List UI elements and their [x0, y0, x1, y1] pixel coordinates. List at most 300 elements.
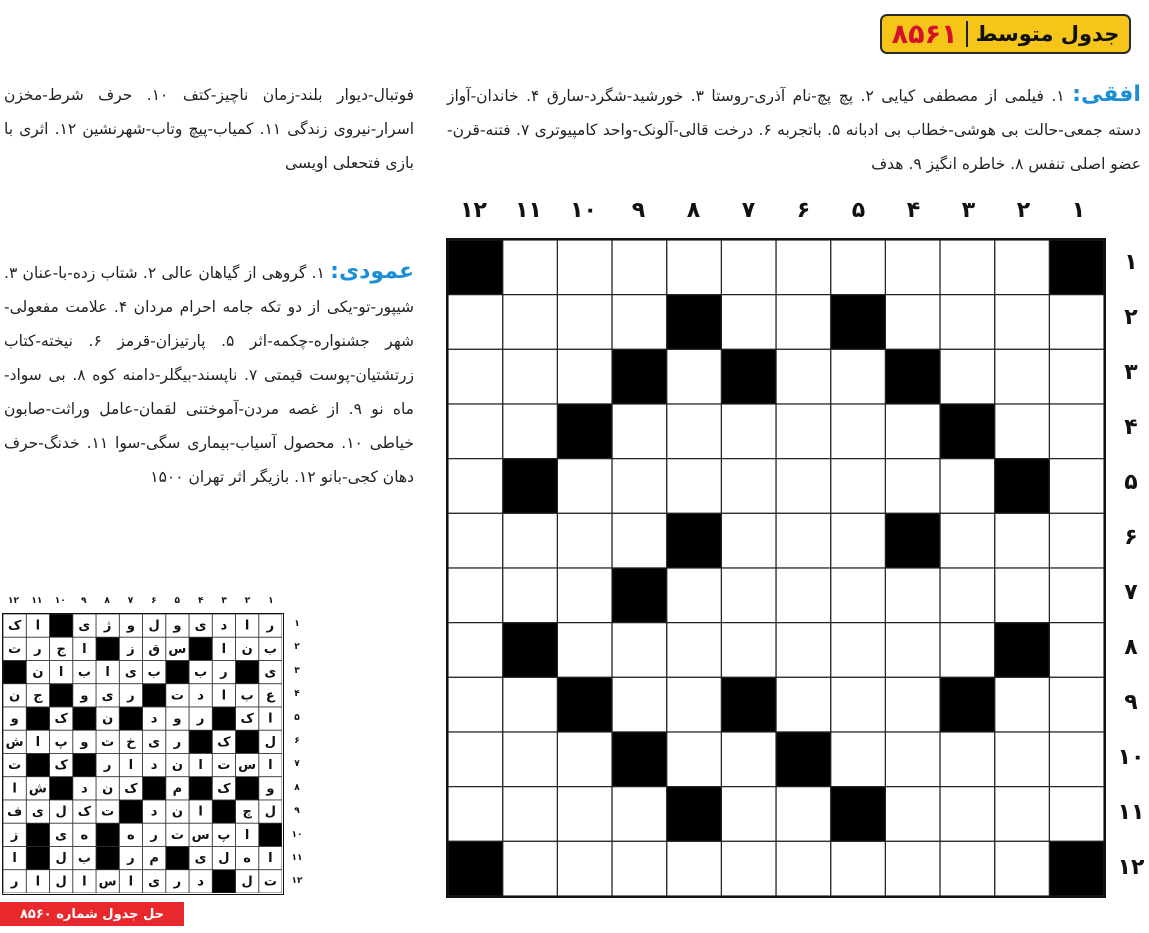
grid-cell[interactable]: [557, 295, 612, 350]
black-cell: [667, 295, 722, 350]
black-cell: [940, 677, 995, 732]
solution-black-cell: [119, 707, 142, 730]
solution-letter: ر: [150, 827, 158, 843]
solution-letter: ه: [243, 851, 251, 867]
solution-letter: ی: [78, 618, 91, 634]
grid-cell[interactable]: [995, 677, 1050, 732]
grid-cell[interactable]: [776, 295, 831, 350]
grid-cell[interactable]: [1049, 787, 1104, 842]
solution-letter: ا: [268, 711, 273, 727]
grid-cell[interactable]: [940, 732, 995, 787]
row-number: ۵: [1124, 470, 1138, 495]
grid-cell[interactable]: [448, 459, 503, 514]
grid-cell[interactable]: [831, 349, 886, 404]
solution-column-number: ۱: [268, 596, 274, 606]
down-heading: عمودی:: [330, 259, 414, 284]
grid-cell[interactable]: [448, 787, 503, 842]
grid-cell[interactable]: [448, 513, 503, 568]
black-cell: [885, 349, 940, 404]
grid-cell[interactable]: [995, 295, 1050, 350]
solution-black-cell: [50, 777, 73, 800]
grid-cell[interactable]: [503, 349, 558, 404]
grid-cell[interactable]: [448, 295, 503, 350]
solution-letter: ت: [101, 804, 115, 820]
grid-cell[interactable]: [940, 513, 995, 568]
grid-cell[interactable]: [995, 732, 1050, 787]
row-number: ۷: [1124, 580, 1138, 605]
grid-cell[interactable]: [721, 841, 776, 896]
solution-letter: ا: [244, 827, 250, 843]
solution-letter: و: [173, 711, 182, 727]
solution-letter: ن: [102, 781, 114, 797]
grid-cell[interactable]: [885, 295, 940, 350]
grid-cell[interactable]: [995, 841, 1050, 896]
solution-black-cell: [26, 707, 49, 730]
solution-letter: ژ: [103, 618, 112, 634]
column-number: ۲: [1016, 198, 1031, 223]
solution-letter: ا: [35, 618, 41, 634]
solution-letter: و: [80, 688, 89, 704]
solution-letter: ل: [218, 851, 230, 867]
solution-letter: ا: [268, 851, 273, 867]
solution-row-number: ۱۰: [291, 829, 303, 840]
solution-black-cell: [189, 730, 212, 753]
grid-cell[interactable]: [940, 349, 995, 404]
solution-letter: ت: [263, 874, 277, 890]
solution-letter: ک: [124, 781, 138, 797]
across-heading: افقی:: [1072, 82, 1141, 107]
grid-cell[interactable]: [612, 841, 667, 896]
grid-cell[interactable]: [831, 459, 886, 514]
grid-cell[interactable]: [1049, 732, 1104, 787]
solution-letter: ب: [77, 851, 91, 867]
solution-letter: ا: [128, 874, 134, 890]
grid-cell[interactable]: [557, 568, 612, 623]
black-cell: [557, 677, 612, 732]
grid-cell[interactable]: [503, 404, 558, 459]
solution-letter: ا: [128, 758, 134, 774]
solution-black-cell: [50, 614, 73, 637]
column-number: ۸: [686, 198, 701, 223]
black-cell: [448, 240, 503, 295]
solution-black-cell: [96, 637, 119, 660]
grid-cell[interactable]: [885, 240, 940, 295]
grid-cell[interactable]: [776, 787, 831, 842]
grid-cell[interactable]: [1049, 623, 1104, 678]
solution-letter: ر: [220, 665, 228, 681]
black-cell: [1049, 841, 1104, 896]
grid-cell[interactable]: [503, 732, 558, 787]
solution-grid-svg: [3, 614, 282, 893]
grid-cell[interactable]: [995, 568, 1050, 623]
row-number: ۱۲: [1117, 855, 1145, 880]
grid-cell[interactable]: [503, 513, 558, 568]
solution-letter: ن: [171, 758, 183, 774]
grid-cell[interactable]: [448, 349, 503, 404]
title-divider: [966, 21, 968, 47]
black-cell: [448, 841, 503, 896]
solution-letter: ر: [34, 641, 42, 657]
grid-cell[interactable]: [721, 404, 776, 459]
grid-cell[interactable]: [503, 295, 558, 350]
grid-cell[interactable]: [503, 841, 558, 896]
solution-letter: ش: [28, 781, 47, 797]
grid-cell[interactable]: [721, 623, 776, 678]
solution-letter: ت: [101, 734, 115, 750]
grid-cell[interactable]: [885, 459, 940, 514]
grid-cell[interactable]: [995, 349, 1050, 404]
grid-cell[interactable]: [557, 240, 612, 295]
solution-letter: د: [150, 711, 158, 727]
solution-letter: ر: [173, 734, 182, 750]
grid-cell[interactable]: [448, 677, 503, 732]
grid-cell[interactable]: [1049, 349, 1104, 404]
solution-letter: ی: [148, 874, 161, 890]
grid-cell[interactable]: [612, 404, 667, 459]
solution-letter: ب: [147, 665, 161, 681]
grid-cell[interactable]: [557, 623, 612, 678]
solution-black-cell: [119, 800, 142, 823]
row-number: ۳: [1124, 360, 1138, 385]
grid-cell[interactable]: [776, 240, 831, 295]
row-number: ۸: [1124, 635, 1138, 660]
solution-letter: چ: [242, 804, 252, 820]
solution-letter: ا: [12, 781, 17, 797]
black-cell: [995, 623, 1050, 678]
grid-cell[interactable]: [667, 623, 722, 678]
black-cell: [557, 404, 612, 459]
solution-letter: ل: [55, 804, 67, 820]
grid-cell[interactable]: [557, 841, 612, 896]
solution-black-cell: [143, 684, 166, 707]
grid-cell[interactable]: [667, 404, 722, 459]
solution-black-cell: [50, 684, 73, 707]
crossword-grid[interactable]: [446, 238, 1106, 898]
solution-letter: ک: [77, 804, 92, 820]
grid-cell[interactable]: [448, 404, 503, 459]
solution-letter: ی: [31, 804, 44, 820]
row-numbers: [1114, 238, 1148, 898]
solution-letter: ز: [127, 641, 135, 657]
solution-letter: د: [150, 804, 158, 820]
solution-letter: ل: [264, 804, 277, 820]
grid-cell[interactable]: [557, 513, 612, 568]
black-cell: [612, 349, 667, 404]
grid-cell[interactable]: [667, 677, 722, 732]
grid-cell[interactable]: [612, 459, 667, 514]
solution-letter: ی: [148, 734, 161, 750]
solution-black-cell: [236, 661, 259, 684]
column-number: ۳: [961, 198, 976, 223]
grid-cell[interactable]: [557, 732, 612, 787]
solution-black-cell: [96, 847, 119, 870]
solution-letter: ب: [194, 665, 208, 681]
solution-letter: ی: [101, 688, 114, 704]
grid-cell[interactable]: [776, 623, 831, 678]
grid-cell[interactable]: [940, 841, 995, 896]
solution-letter: ا: [105, 665, 110, 681]
solution-letter: ت: [170, 688, 184, 704]
grid-cell[interactable]: [667, 841, 722, 896]
grid-cell[interactable]: [776, 404, 831, 459]
grid-cell[interactable]: [557, 459, 612, 514]
row-number: ۹: [1124, 690, 1138, 715]
solution-label: حل جدول شماره ۸۵۶۰: [0, 902, 184, 926]
grid-cell[interactable]: [776, 677, 831, 732]
solution-row-number: ۲: [294, 642, 300, 653]
grid-cell[interactable]: [940, 459, 995, 514]
solution-letter: ل: [241, 874, 253, 890]
solution-letter: ر: [266, 618, 275, 634]
black-cell: [721, 677, 776, 732]
grid-cell[interactable]: [1049, 459, 1104, 514]
solution-letter: ا: [82, 641, 87, 657]
grid-cell[interactable]: [885, 623, 940, 678]
grid-cell[interactable]: [1049, 404, 1104, 459]
solution-black-cell: [166, 847, 189, 870]
solution-letter: س: [168, 641, 187, 657]
grid-cell[interactable]: [831, 568, 886, 623]
solution-letter: ی: [264, 665, 277, 681]
solution-letter: و: [266, 781, 275, 797]
solution-letter: ا: [221, 641, 227, 657]
solution-letter: س: [238, 758, 257, 774]
grid-cell[interactable]: [776, 459, 831, 514]
solution-letter: و: [173, 618, 182, 634]
grid-cell[interactable]: [721, 787, 776, 842]
grid-cell[interactable]: [503, 677, 558, 732]
grid-cell[interactable]: [831, 677, 886, 732]
solution-letter: ج: [56, 641, 66, 657]
solution-black-cell: [143, 777, 166, 800]
grid-cell[interactable]: [612, 295, 667, 350]
grid-cell[interactable]: [721, 568, 776, 623]
solution-letter: ل: [148, 618, 160, 634]
solution-letter: د: [197, 688, 204, 704]
solution-letter: ل: [55, 874, 67, 890]
solution-black-cell: [73, 754, 96, 777]
grid-cell[interactable]: [557, 787, 612, 842]
grid-cell[interactable]: [776, 349, 831, 404]
solution-row-number: ۷: [294, 759, 300, 770]
solution-letter: و: [80, 734, 89, 750]
solution-letter: د: [197, 874, 204, 890]
grid-cell[interactable]: [557, 349, 612, 404]
solution-letter: ر: [10, 874, 19, 890]
solution-letter: ر: [127, 851, 135, 867]
grid-cell[interactable]: [776, 568, 831, 623]
solution-letter: ا: [82, 874, 87, 890]
grid-cell[interactable]: [776, 513, 831, 568]
solution-letter: ر: [173, 874, 182, 890]
grid-cell[interactable]: [940, 240, 995, 295]
solution-letter: ی: [124, 665, 137, 681]
solution-black-cell: [212, 870, 235, 893]
grid-cell[interactable]: [667, 349, 722, 404]
grid-cell[interactable]: [667, 459, 722, 514]
black-cell: [995, 459, 1050, 514]
grid-cell[interactable]: [831, 404, 886, 459]
grid-cell[interactable]: [1049, 677, 1104, 732]
grid-cell[interactable]: [503, 568, 558, 623]
grid-cell[interactable]: [1049, 295, 1104, 350]
solution-letter: ن: [102, 711, 114, 727]
grid-cell[interactable]: [831, 513, 886, 568]
grid-cell[interactable]: [503, 240, 558, 295]
solution-letter: پ: [54, 734, 68, 750]
solution-row-numbers: [288, 613, 306, 895]
solution-black-cell: [236, 730, 259, 753]
black-cell: [503, 459, 558, 514]
solution-letter: ت: [170, 827, 184, 843]
solution-letter: ت: [8, 641, 22, 657]
solution-letter: ا: [221, 688, 227, 704]
grid-cell[interactable]: [721, 295, 776, 350]
grid-cell[interactable]: [940, 623, 995, 678]
solution-letter: ع: [265, 688, 275, 704]
solution-letter: د: [81, 781, 88, 797]
column-number: ۹: [631, 198, 646, 223]
grid-cell[interactable]: [667, 568, 722, 623]
row-number: ۱۱: [1117, 800, 1145, 825]
solution-black-cell: [26, 823, 49, 846]
grid-cell[interactable]: [667, 732, 722, 787]
grid-cell[interactable]: [831, 841, 886, 896]
grid-cell[interactable]: [885, 787, 940, 842]
solution-row-number: ۸: [294, 782, 300, 793]
solution-letter: و: [126, 618, 135, 634]
solution-letter: ک: [217, 781, 231, 797]
grid-cell[interactable]: [1049, 513, 1104, 568]
puzzle-number: ۸۵۶۱: [891, 18, 958, 50]
solution-letter: ل: [55, 851, 67, 867]
solution-letter: ش: [5, 734, 24, 750]
grid-cell[interactable]: [831, 732, 886, 787]
grid-cell[interactable]: [448, 732, 503, 787]
solution-black-cell: [212, 800, 235, 823]
column-number: ۵: [851, 198, 866, 223]
grid-cell[interactable]: [721, 240, 776, 295]
column-number: ۷: [741, 198, 756, 223]
solution-black-cell: [73, 707, 96, 730]
solution-letter: م: [172, 781, 183, 797]
crossword-grid-svg: [448, 240, 1104, 896]
grid-cell[interactable]: [885, 677, 940, 732]
black-cell: [831, 787, 886, 842]
column-number: ۶: [796, 198, 811, 223]
solution-letter: د: [220, 618, 228, 634]
grid-cell[interactable]: [721, 732, 776, 787]
solution-column-number: ۸: [104, 596, 110, 606]
solution-row-number: ۱۲: [291, 876, 303, 887]
solution-black-cell: [189, 637, 212, 660]
grid-cell[interactable]: [612, 787, 667, 842]
solution-letter: ز: [10, 827, 19, 843]
solution-letter: ر: [196, 711, 205, 727]
solution-letter: ک: [240, 711, 254, 727]
grid-cell[interactable]: [831, 623, 886, 678]
grid-cell[interactable]: [612, 623, 667, 678]
grid-cell[interactable]: [885, 841, 940, 896]
row-number: ۱: [1124, 250, 1138, 275]
black-cell: [612, 732, 667, 787]
solution-letter: ک: [54, 711, 68, 727]
grid-cell[interactable]: [940, 787, 995, 842]
solution-grid: [2, 613, 284, 895]
solution-black-cell: [96, 823, 119, 846]
grid-cell[interactable]: [885, 568, 940, 623]
solution-letter: ب: [240, 688, 254, 704]
grid-cell[interactable]: [995, 787, 1050, 842]
grid-cell[interactable]: [885, 732, 940, 787]
across-clues-continued: [4, 78, 414, 180]
solution-column-number: ۴: [197, 596, 204, 606]
grid-cell[interactable]: [503, 787, 558, 842]
black-cell: [776, 732, 831, 787]
solution-column-number: ۷: [127, 596, 134, 606]
grid-cell[interactable]: [612, 513, 667, 568]
black-cell: [1049, 240, 1104, 295]
solution-column-number: ۹: [80, 596, 87, 606]
grid-cell[interactable]: [721, 459, 776, 514]
grid-cell[interactable]: [1049, 568, 1104, 623]
grid-cell[interactable]: [448, 623, 503, 678]
column-number: ۱۱: [515, 198, 542, 223]
solution-letter: ن: [9, 688, 21, 704]
solution-letter: ب: [263, 641, 277, 657]
solution-letter: س: [191, 827, 210, 843]
solution-black-cell: [26, 847, 49, 870]
grid-cell[interactable]: [612, 677, 667, 732]
grid-cell[interactable]: [612, 240, 667, 295]
grid-cell[interactable]: [940, 295, 995, 350]
grid-cell[interactable]: [940, 568, 995, 623]
down-clues-text: ۱. گروهی از گیاهان عالی ۲. شتاب زده-با-عنان ۳. شیپور-تو-یکی از دو تکه جامه احرام مردان ۴. علامت مفعولی-شهر جشنواره-چکمه-اثر ۵. پارتیزان-قرمز ۶. نیخته-کتاب زرتشتیان-پوست قیمتی ۷. ناپسند-بیگلر-دامنه کوه ۸. بی سواد-ماه نو ۹. از غصه مردن-آموختنی لقمان-عامل وراثت-صابون خیاطی ۱۰. محصول آسیاب-بیماری سگی-سوا ۱۱. خدنگ-حرف دهان کجی-بانو ۱۲. بازیگر اثر تهران ۱۵۰۰: [4, 264, 414, 486]
solution-letter: ن: [171, 804, 183, 820]
grid-cell[interactable]: [448, 568, 503, 623]
solution-letter: پ: [217, 827, 231, 843]
grid-cell[interactable]: [776, 841, 831, 896]
solution-letter: ق: [148, 641, 160, 657]
solution-letter: ن: [32, 665, 44, 681]
across-clues-text: ۱. فیلمی از مصطفی کیایی ۲. پچ پچ-نام آذری-روستا ۳. خورشید-شگرد-سارق ۴. خاندان-آواز دسته جمعی-حالت بی هوشی-خطاب بی ادبانه ۵. باتجربه ۶. درخت قالی-آلونک-واحد کامپیوتری ۷. فتنه-قرن-عضو اصلی تنفس ۸. خاطره انگیز ۹. هدف: [447, 87, 1141, 173]
solution-row-number: ۶: [294, 736, 300, 746]
grid-cell[interactable]: [831, 240, 886, 295]
solution-column-numbers: [2, 596, 284, 610]
solution-column-number: ۳: [221, 596, 227, 606]
grid-cell[interactable]: [995, 513, 1050, 568]
black-cell: [721, 349, 776, 404]
solution-letter: ت: [217, 758, 231, 774]
black-cell: [612, 568, 667, 623]
row-number: ۶: [1124, 525, 1138, 550]
grid-cell[interactable]: [995, 404, 1050, 459]
grid-cell[interactable]: [995, 240, 1050, 295]
grid-cell[interactable]: [667, 240, 722, 295]
row-number: ۴: [1124, 415, 1138, 440]
grid-cell[interactable]: [885, 404, 940, 459]
column-number: ۱: [1071, 198, 1086, 223]
column-numbers: [446, 198, 1106, 228]
solution-letter: ی: [194, 851, 207, 867]
column-number: ۱۲: [460, 198, 487, 223]
solution-letter: ا: [58, 665, 64, 681]
solution-column-number: ۵: [174, 596, 181, 606]
solution-black-cell: [236, 777, 259, 800]
solution-letter: ا: [268, 758, 273, 774]
solution-letter: ک: [217, 734, 231, 750]
grid-cell[interactable]: [721, 513, 776, 568]
